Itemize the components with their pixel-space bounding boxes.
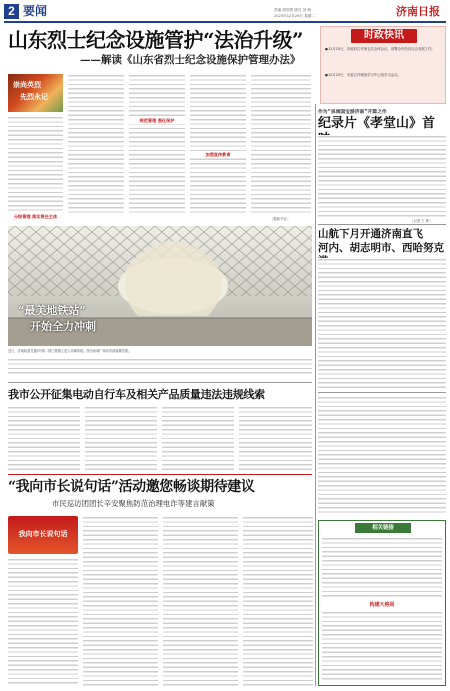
divider-bottom-2 — [8, 474, 312, 475]
ebike-body-3 — [162, 406, 234, 470]
airline-body — [318, 258, 446, 388]
metro-photo — [8, 226, 312, 346]
brief-2: ●12月25日，市委召开理论学习中心组学习会议。 — [325, 73, 402, 77]
related-link-body-a — [322, 537, 442, 597]
section-title: 要闻 — [23, 4, 48, 18]
airline-headline-2: 河内、胡志明市、西哈努克 — [318, 242, 444, 254]
image-title-1: 崇尚英烈 — [13, 80, 41, 89]
lead-section-heading-1: 分级管理 落实责任主体 — [8, 214, 63, 220]
mayor-body-2 — [83, 516, 158, 686]
mayor-body-3 — [163, 516, 238, 686]
mayor-body-4 — [243, 516, 313, 686]
lead-body-col-3 — [129, 74, 185, 214]
lead-body-col-5 — [251, 74, 311, 214]
box-title: 时政快讯 — [351, 29, 417, 43]
related-link-body-b — [322, 611, 442, 681]
lead-body-col-2 — [68, 74, 124, 214]
brief-1: ●12月25日，市政府召开第五次全体会议，部署全市经济社会发展工作。 — [325, 47, 435, 51]
image-title-2: 先烈永记 — [20, 92, 48, 101]
mayor-subhead: 市民巡访团团长辛安聚焦防范治理电诈等建言献策 — [52, 499, 215, 508]
right-divider-2 — [318, 392, 446, 393]
right-story-body — [318, 135, 446, 217]
photo-caption: 近日，济南轨道交通3号线二期工程施工进入冲刺阶段。图为泉城广场站内部装修效果。 — [8, 349, 132, 353]
lead-body-col-4 — [190, 74, 246, 214]
mayor-headline: “我向市长说句话”活动邀您畅谈期待建议 — [8, 479, 255, 495]
right-story-kicker: 作为“泉城国宝游济南”开篇之作 — [318, 110, 387, 115]
paper-name: 济南日报 — [396, 5, 440, 18]
related-link-subhead: 构建大格局 — [369, 602, 395, 608]
lead-section-heading-2: 规范管理 强化保护 — [129, 118, 185, 124]
photo-caption-lines — [8, 358, 312, 374]
photo-title-2: 开始全力冲刺 — [30, 320, 96, 333]
right-column-body-1 — [318, 396, 446, 516]
column-separator — [315, 104, 316, 686]
lead-headline: 山东烈士纪念设施管护“法治升级” — [8, 28, 304, 52]
lead-source: （据新华社） — [270, 217, 291, 221]
news-brief-box — [320, 26, 446, 104]
related-link-box — [318, 520, 446, 686]
lead-subhead: ——解读《山东省烈士纪念设施保护管理办法》 — [80, 54, 301, 66]
mayor-badge-title: 我向市长说句话 — [18, 529, 68, 538]
photo-title-1: “最美地铁站” — [18, 304, 86, 317]
lead-body-col-1 — [8, 116, 63, 212]
mayor-body-1 — [8, 558, 78, 686]
header-rule — [4, 21, 446, 23]
lead-section-heading-3: 加强宣传教育 — [190, 152, 246, 158]
divider-bottom-1 — [8, 382, 312, 383]
page-date: 2023年12月26日 星期二 — [274, 14, 315, 18]
lead-image — [8, 74, 63, 112]
right-story-author: （记者 王 彬） — [410, 219, 433, 223]
right-divider-1 — [318, 224, 446, 225]
ebike-headline: 我市公开征集电动自行车及相关产品质量违法违规线索 — [8, 388, 265, 401]
ebike-body-1 — [8, 406, 80, 470]
right-story-headline: 纪录片《孝堂山》首 — [318, 116, 436, 131]
mayor-badge — [8, 516, 78, 554]
page-contact: 责编 郭世圆 版式 刘 海 — [274, 8, 311, 12]
ebike-body-4 — [239, 406, 312, 470]
page-header — [4, 4, 446, 20]
ebike-body-2 — [85, 406, 157, 470]
related-link-title: 相关链接 — [355, 523, 411, 533]
airline-headline-1: 山航下月开通济南直飞 — [318, 228, 423, 240]
page-number: 2 — [4, 4, 19, 19]
